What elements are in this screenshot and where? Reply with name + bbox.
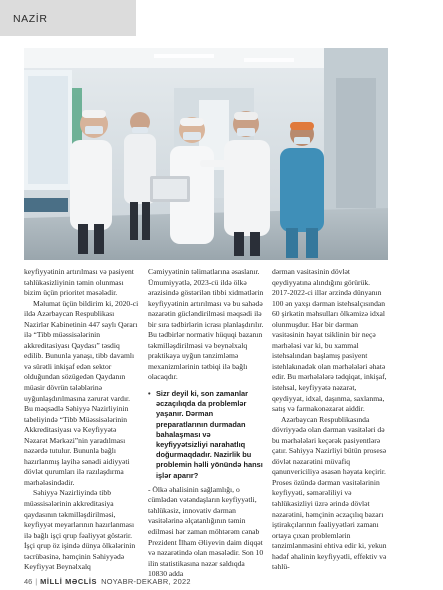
paragraph: Səhiyyə Nazirliyində tibb müəssisələrinin akkreditasiya qaydasının təkmilləşdirilməsi, keyfiyyət meyarlarının hazırlanması ilə bağlı işçi qrup fəaliyyət göstərir. İşçi qrup öz işində dünya ölkələrinin təcrübəsinə, həmçinin Səhiyyədə Keyfiyyət Beynəlxalq (24, 488, 136, 572)
interview-question (148, 389, 264, 481)
article-photo (24, 48, 388, 260)
paragraph: dərman vasitəsinin dövlət qeydiyyatına alındığını görürük. 2017-2022-ci illər ərzində dünyanın 100 ən yaxşı dərman istehsalçısından 60 şirkətin məhsulları ölkəmizə idxal olunmuşdur. Hər bir dərman vasitəsinin həyat tsiklinin bir neçə mərhələsi var ki, bu xammal istehsalından başlamış pasiyent istehlakınadək olan mərhələləri əhatə edir. Bu mərhələlərə tədqiqat, inkişaf, istehsal, keyfiyyətə nəzarət, qeydiyyat, idxal, daşınma, saxlanma, satış və farmakonəzarət aiddir. (272, 267, 387, 414)
paragraph: Azərbaycan Respublikasında dövriyyədə olan dərman vasitələri də bu mərhələləri keçərək pasiyentlərə çatır. Səhiyyə Nazirliyi bütün prosesə dövlət nəzarətini müvafiq qanunvericiliyə əsasən həyata keçirir. Proses özündə dərman vasitələrinin keyfiyyəti, səmərəliliyi və təhlükəsizliyi üzrə ərində dövlət nəzarətini, həmçinin əczaçılıq bazarı iştirakçılarının fəaliyyətləri zamanı ortaya çıxan problemlərin tənzimlənməsini ehtiva edir ki, yekun hədəf əhalinin keyfiyyətli, effektiv və təhlü- (272, 414, 387, 572)
paragraph: - Ölkə əhalisinin sağlamlığı, o cümlədən vətəndaşların keyfiyyətli, təhlükəsiz, innovativ dərman vasitələrinə əlçatanlığının təmin edilməsi hər zaman möhtərəm cənab Prezident İlham Əliyevin daim diqqət və nəzarətində olan məsələdir. Son 10 ilin statistikasına nəzər saldıqda 10830 adda (148, 484, 264, 579)
magazine-name: MİLLİ MƏCLİS (40, 577, 98, 586)
footer-separator: | (35, 577, 38, 586)
section-tab (0, 0, 136, 36)
article-column-1 (24, 267, 140, 573)
question-text: Sizr deyil ki, son zamanlar əczaçılıqda da problemlər yaşanır. Dərman preparatlarının durmadan bahalaşması və keyfiyyətsizliyi narahatlıq doğurmaqdadır. Nazirlik bu problemin həlli yönündə hansı işlər aparır? (156, 389, 263, 480)
page-number: 46 (24, 577, 33, 586)
paragraph: keyfiyyətinin artırılması və pasiyent təhlükəsizliyinin təmin olunması bizim üçün prioritet məsələdir. (24, 267, 134, 298)
issue-date: NOYABR-DEKABR, 2022 (101, 577, 191, 586)
paragraph: Cəmiyyətinin təlimatlarına əsaslanır. Ümumiyyətlə, 2023-cü ildə ölkə ərazisində göstərilən tibbi xidmətlərin keyfiyyətinin artırılması və bu sahədə nəzarətin gücləndirilməsi məqsədi ilə bir sıra tədbirlərin icrası planlaşdırılır. Bu tədbirlər normativ hüquqi bazanın təkmilləşdirilməsi və beynəlxalq praktikaya uyğun tənzimləmə mexanizmlərinin tətbiqi ilə bağlı olacaqdır. (148, 267, 264, 382)
photo-illustration (24, 48, 388, 260)
section-label: NAZİR (13, 13, 48, 25)
paragraph: Məlumat üçün bildirim ki, 2020-ci ildə Azərbaycan Respublikası Nazirlər Kabinetinin 447 saylı Qərarı ilə “Tibb müəssisələrinin akkreditasiyası Qaydası” təsdiq edilib. Bununla yanaşı, tibb davamlı və sürətli inkişaf edən sektor olduğundan sözügedən Qaydanın müasir dövrün tələblərinə uyğunlaşdırılmasına zərurət vardır. Bu məqsədlə Səhiyyə Nazirliyinin tabeliyində “Tibb Müəssisələrinin Akkreditasiyası və Keyfiyyətə Nəzarət Mərkəzi”nin yaradılması nəzərdə tutulur. Bununla bağlı hazırlanmış layihə sənədi aidiyyəti dövlət qurumları ilə razılaşdırma mərhələsindədir. (24, 298, 139, 487)
bullet-icon: • (148, 389, 151, 399)
page-footer (24, 577, 191, 589)
article-column-2 (148, 267, 264, 580)
article-column-3 (272, 267, 388, 573)
